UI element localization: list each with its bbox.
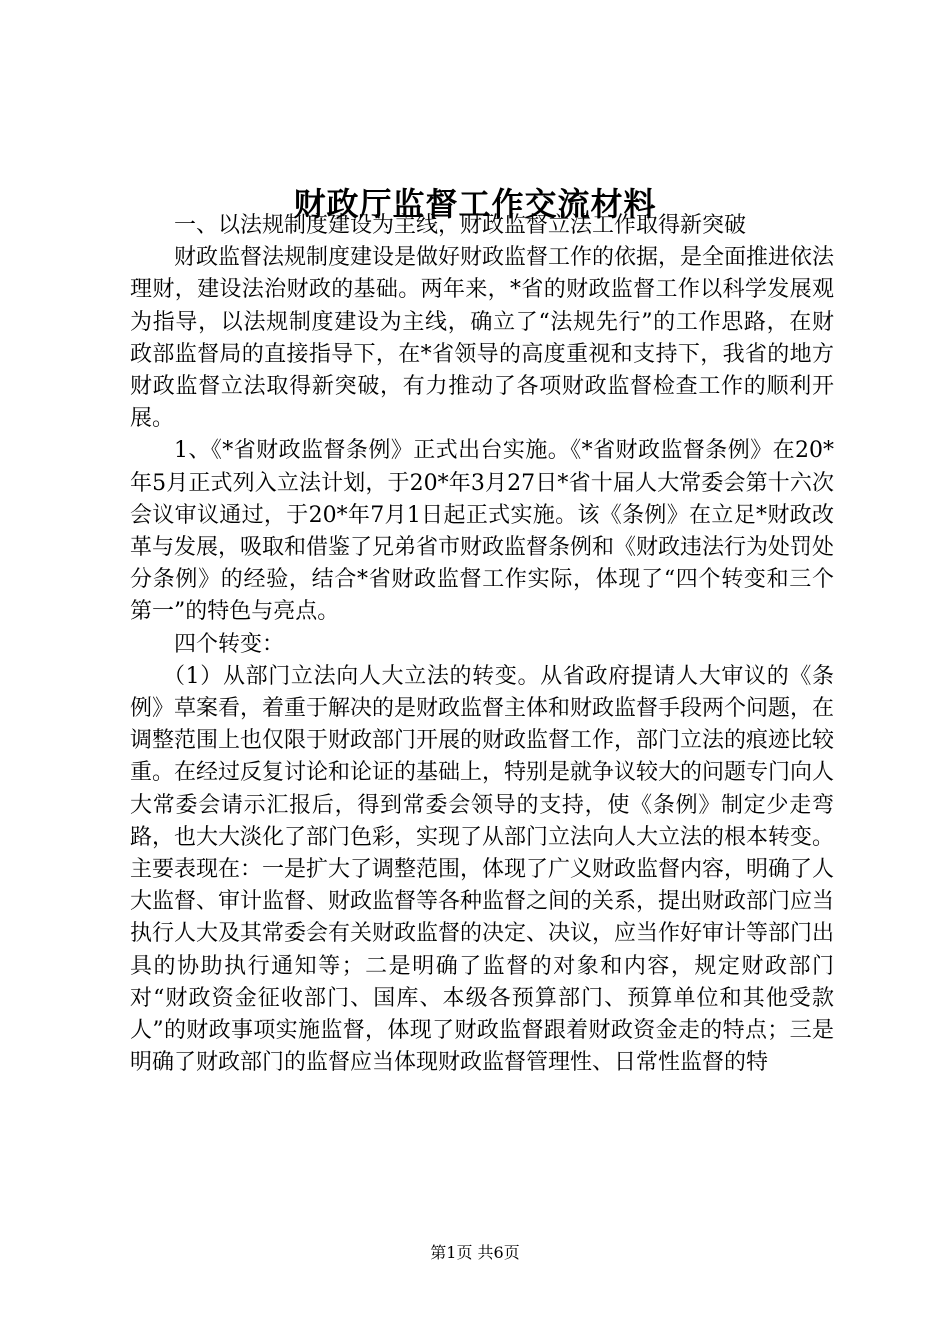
paragraph: 财政监督法规制度建设是做好财政监督工作的依据，是全面推进依法理财，建设法治财政的基础。两年来，*省的财政监督工作以科学发展观为指导，以法规制度建设为主线，确立了“法规先行”的工作思路，在财政部监督局的直接指导下，在*省领导的高度重视和支持下，我省的地方财政监督立法取得新突破，有力推动了各项财政监督检查工作的顺利开展。 <box>130 245 835 432</box>
paragraph: 1、《*省财政监督条例》正式出台实施。《*省财政监督条例》在20*年5月正式列入立法计划，于20*年3月27日*省十届人大常委会第十六次会议审议通过，于20*年7月1日起正式实施。该《条例》在立足*财政改革与发展，吸取和借鉴了兄弟省市财政监督条例和《财政违法行为处罚处分条例》的经验，结合*省财政监督工作实际，体现了“四个转变和三个第一”的特色与亮点。 <box>130 438 835 625</box>
document-body <box>130 210 834 1079</box>
document-title: 财政厅监督工作交流材料 <box>293 185 657 223</box>
section-heading: 一、以法规制度建设为主线，财政监督立法工作取得新突破 <box>174 213 747 238</box>
paragraph: 四个转变： <box>174 631 285 657</box>
page-number-footer: 第1页 共6页 <box>430 1243 520 1262</box>
paragraph: （1）从部门立法向人大立法的转变。从省政府提请人大审议的《条例》草案看，着重于解决的是财政监督主体和财政监督手段两个问题，在调整范围上也仅限于财政部门开展的财政监督工作，部门立法的痕迹比较重。在经过反复讨论和论证的基础上，特别是就争议较大的问题专门向人大常委会请示汇报后，得到常委会领导的支持，使《条例》制定少走弯路，也大大淡化了部门色彩，实现了从部门立法向人大立法的根本转变。主要表现在：一是扩大了调整范围，体现了广义财政监督内容，明确了人大监督、审计监督、财政监督等各种监督之间的关系，提出财政部门应当执行人大及其常委会有关财政监督的决定、决议，应当作好审计等部门出具的协助执行通知等；二是明确了监督的对象和内容，规定财政部门对“财政资金征收部门、国库、本级各预算部门、预算单位和其他受款人”的财政事项实施监督，体现了财政监督跟着财政资金走的特点；三是明确了财政部门的监督应当体现财政监督管理性、日常性监督的特 <box>130 663 835 1076</box>
